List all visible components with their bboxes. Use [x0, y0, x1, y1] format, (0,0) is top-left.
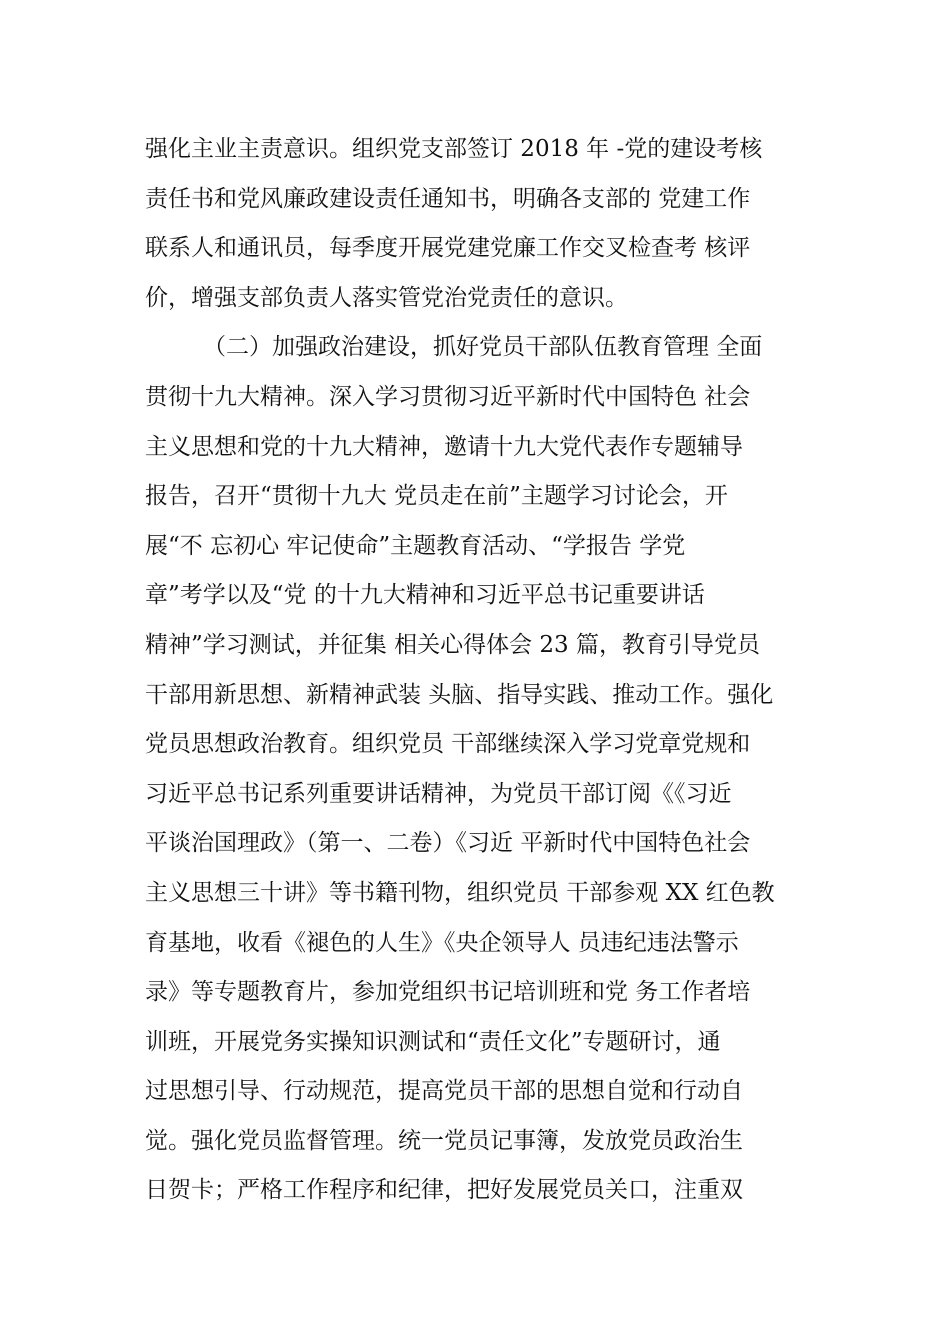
text-line: 觉。强化党员监督管理。统一党员记事簿，发放党员政治生 — [145, 1127, 743, 1154]
text-line: 主义思想和党的十九大精神，邀请十九大党代表作专题辅导 — [145, 433, 743, 460]
text-line: 责任书和党风廉政建设责任通知书，明确各支部的 党建工作 — [145, 185, 751, 212]
text-line: 联系人和通讯员，每季度开展党建党廉工作交叉检查考 核评 — [145, 235, 751, 262]
text-line: 精神”学习测试，并征集 相关心得体会 23 篇，教育引导党员 — [145, 631, 760, 658]
text-line: 价，增强支部负责人落实管党治党责任的意识。 — [145, 284, 628, 311]
text-line: 报告，召开“贯彻十九大 党员走在前”主题学习讨论会，开 — [145, 483, 728, 510]
section-heading-line: （二）加强政治建设，抓好党员干部队伍教育管理 全面 — [203, 334, 763, 361]
text-line: 干部用新思想、新精神武装 头脑、指导实践、推动工作。强化 — [145, 681, 774, 708]
text-line: 平谈治国理政》（第一、二卷）《习近 平新时代中国特色社会 — [145, 830, 751, 857]
text-line: 展“不 忘初心 牢记使命”主题教育活动、“学报告 学党 — [145, 532, 686, 559]
text-line: 强化主业主责意识。组织党支部签订 2018 年 -党的建设考核 — [145, 136, 763, 162]
text-line: 育基地，收看《褪色的人生》《央企领导人 员违纪违法警示 — [145, 929, 739, 956]
text-line: 过思想引导、行动规范，提高党员干部的思想自觉和行动自 — [145, 1078, 743, 1105]
body-text — [145, 125, 815, 1216]
text-line: 训班，开展党务实操知识测试和“责任文化”专题研讨，通 — [145, 1028, 721, 1055]
text-line: 日贺卡；严格工作程序和纪律，把好发展党员关口，注重双 — [145, 1177, 743, 1204]
text-line: 章”考学以及“党 的十九大精神和习近平总书记重要讲话 — [145, 582, 705, 609]
text-line: 录》等专题教育片，参加党组织书记培训班和党 务工作者培 — [145, 979, 751, 1006]
text-line: 习近平总书记系列重要讲话精神，为党员干部订阅《《习近 — [145, 780, 732, 807]
text-line: 贯彻十九大精神。深入学习贯彻习近平新时代中国特色 社会 — [145, 383, 751, 410]
text-line: 主义思想三十讲》等书籍刊物，组织党员 干部参观 XX 红色教 — [145, 879, 775, 906]
text-line: 党员思想政治教育。组织党员 干部继续深入学习党章党规和 — [145, 731, 751, 758]
